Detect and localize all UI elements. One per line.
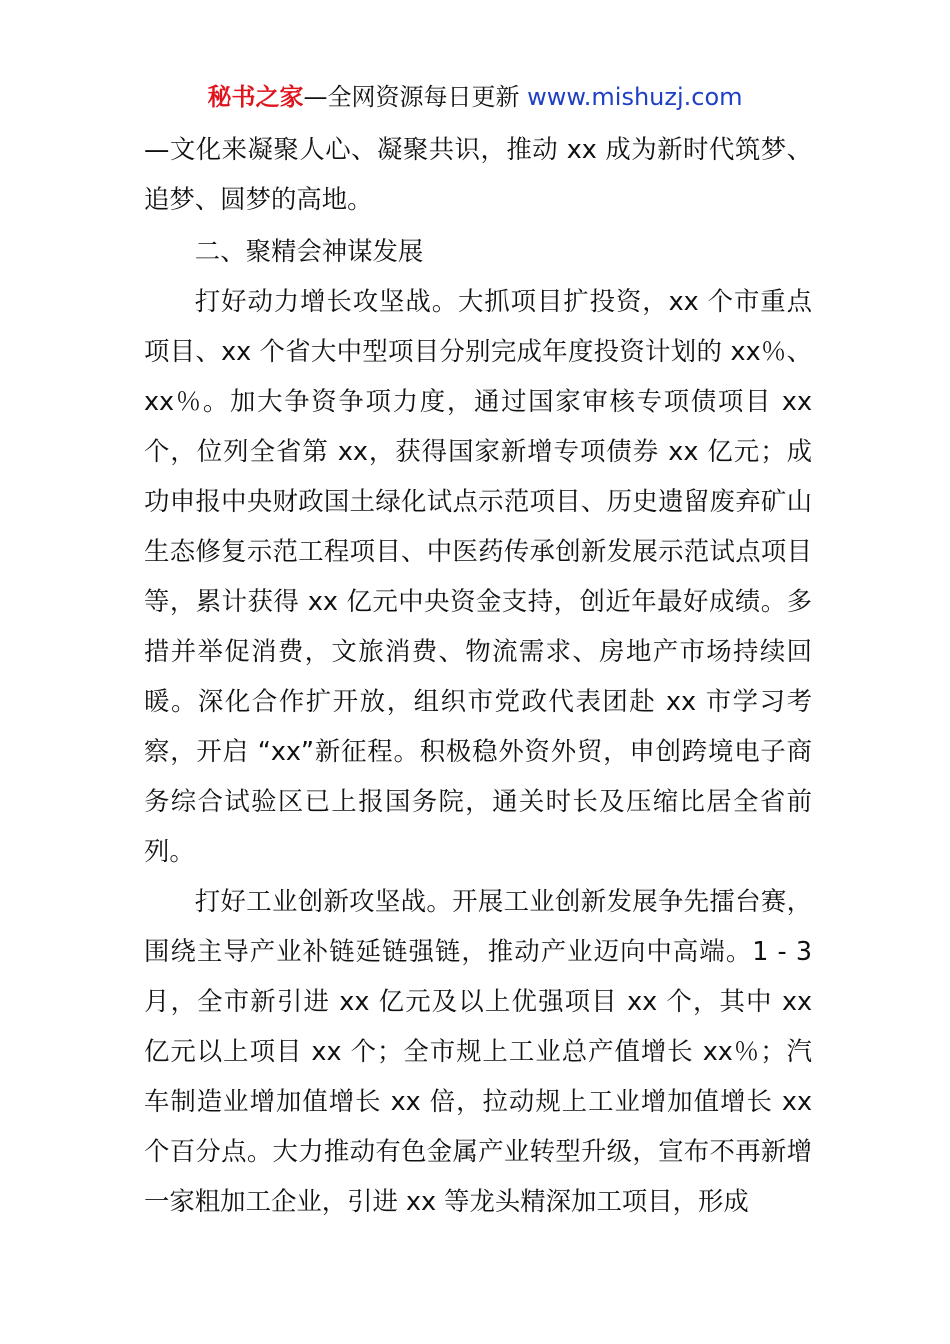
brand-name: 秘书之家 bbox=[207, 83, 304, 111]
body-paragraph: 打好工业创新攻坚战。开展工业创新发展争先擂台赛，围绕主导产业补链延链强链，推动产业迈向中高端。1 - 3 月，全市新引进 xx 亿元及以上优强项目 xx 个，其中 xx 亿元以上项目 xx 个；全市规上工业总产值增长 xx％；汽车制造业增加值增长 xx 倍，拉动规上工业增加值增长 xx 个百分点。大力推动有色金属产业转型升级，宣布不再新增一家粗加工企业，引进 xx 等龙头精深加工项目，形成 bbox=[144, 886, 812, 1216]
page-header bbox=[0, 80, 950, 114]
body-paragraph: 打好动力增长攻坚战。大抓项目扩投资，xx 个市重点项目、xx 个省大中型项目分别完成年度投资计划的 xx％、xx％。加大争资争项力度，通过国家审核专项债项目 xx 个，位列全省第 xx，获得国家新增专项债券 xx 亿元；成功申报中央财政国土绿化试点示范项目、历史遗留废弃矿山生态修复示范工程项目、中医药传承创新发展示范试点项目等，累计获得 xx 亿元中央资金支持，创近年最好成绩。多措并举促消费，文旅消费、物流需求、房地产市场持续回暖。深化合作扩开放，组织市党政代表团赴 xx 市学习考察，开启 “xx”新征程。积极稳外资外贸，申创跨境电子商务综合试验区已上报国务院，通关时长及压缩比居全省前列。 bbox=[144, 286, 812, 866]
site-url-link[interactable]: www.mishuzj.com bbox=[527, 83, 743, 111]
document-body bbox=[144, 124, 812, 1226]
section-heading: 二、聚精会神谋发展 bbox=[194, 236, 424, 266]
continuation-paragraph: —文化来凝聚人心、凝聚共识，推动 xx 成为新时代筑梦、追梦、圆梦的高地。 bbox=[144, 134, 812, 214]
header-tagline: —全网资源每日更新 bbox=[303, 83, 520, 111]
